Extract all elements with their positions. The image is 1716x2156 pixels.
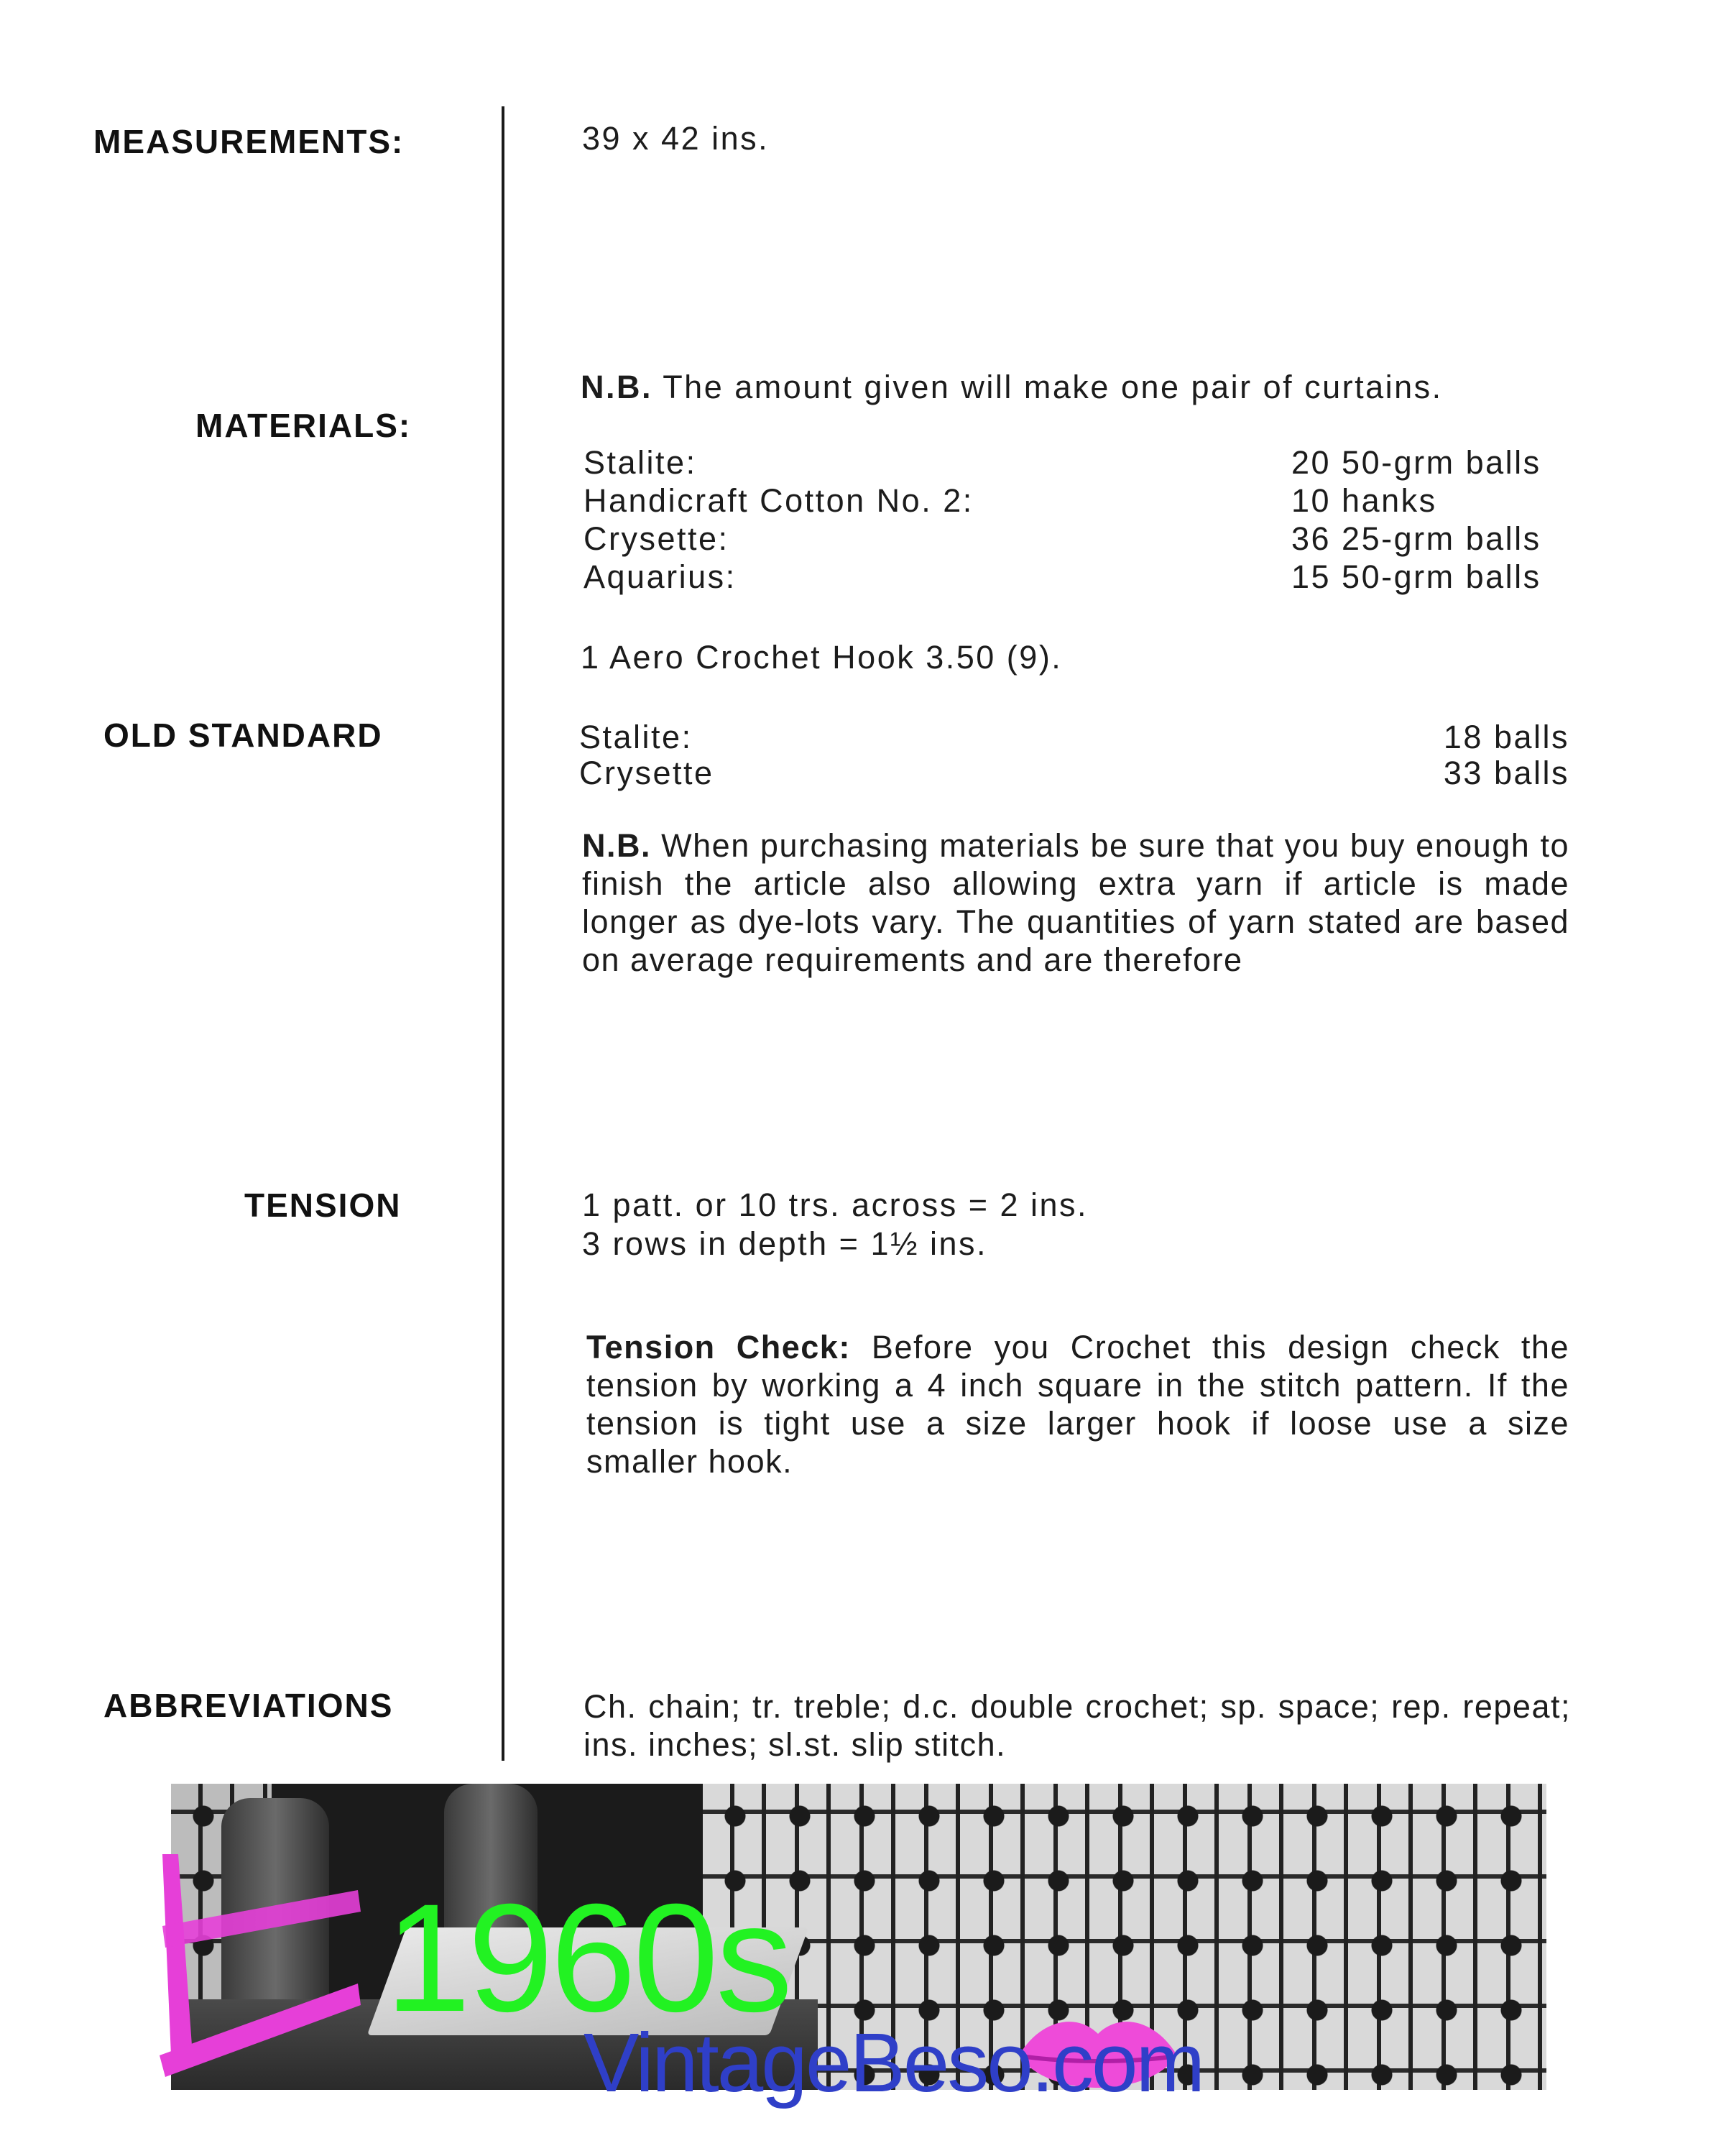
yarn-name: Stalite: bbox=[583, 444, 697, 481]
tension-check bbox=[586, 1328, 1569, 1480]
tension-line-2: 3 rows in depth = 1½ ins. bbox=[582, 1225, 988, 1262]
column-divider bbox=[502, 106, 504, 1761]
label-abbreviations: ABBREVIATIONS bbox=[103, 1687, 394, 1724]
old-standard-nb-text: When purchasing materials be sure that you buy enough to finish the article also allowing extra yarn if article is made longer as dye-lots vary. The quantities of yarn stated are based on average requirements and are therefore bbox=[582, 827, 1569, 978]
yarn-name: Crysette bbox=[579, 755, 714, 791]
yarn-qty: 15 50-grm balls bbox=[1291, 558, 1541, 595]
materials-yarn-row bbox=[583, 558, 1572, 596]
label-tension: TENSION bbox=[244, 1187, 402, 1224]
yarn-name: Handicraft Cotton No. 2: bbox=[583, 482, 974, 519]
tension-check-label: Tension Check: bbox=[586, 1329, 851, 1365]
materials-nb-label: N.B. bbox=[581, 369, 652, 405]
yarn-name: Crysette: bbox=[583, 520, 729, 557]
measurements-value: 39 x 42 ins. bbox=[582, 120, 770, 157]
tension-check-text: Before you Crochet this design check the tension by working a 4 inch square in the stitch pattern. If the tension is tight use a size larger hook if loose use a size smaller hook. bbox=[586, 1329, 1569, 1480]
yarn-qty: 36 25-grm balls bbox=[1291, 520, 1541, 557]
watermark-site: VintageBeso.com bbox=[583, 2016, 1204, 2109]
yarn-name: Aquarius: bbox=[583, 558, 737, 595]
old-standard-nb-label: N.B. bbox=[582, 827, 651, 864]
materials-yarn-row bbox=[583, 520, 1572, 558]
materials-yarn-row bbox=[583, 444, 1572, 482]
label-old-standard: OLD STANDARD bbox=[103, 717, 383, 754]
old-standard-note bbox=[582, 826, 1569, 979]
watermark-decade: 1960s bbox=[385, 1872, 790, 2044]
yarn-qty: 20 50-grm balls bbox=[1291, 444, 1541, 481]
yarn-name: Stalite: bbox=[579, 719, 693, 755]
materials-nb-text: The amount given will make one pair of curtains. bbox=[652, 369, 1443, 405]
materials-hook: 1 Aero Crochet Hook 3.50 (9). bbox=[581, 639, 1063, 676]
old-standard-yarn-row bbox=[579, 719, 1569, 757]
abbreviations-text: Ch. chain; tr. treble; d.c. double crochet; sp. space; rep. repeat; ins. inches; sl.st. slip stitch. bbox=[583, 1688, 1571, 1763]
materials-yarn-row bbox=[583, 482, 1572, 520]
yarn-qty: 10 hanks bbox=[1291, 482, 1437, 519]
label-measurements: MEASUREMENTS: bbox=[93, 123, 405, 160]
yarn-qty: 33 balls bbox=[1443, 755, 1569, 791]
tension-line-1: 1 patt. or 10 trs. across = 2 ins. bbox=[582, 1187, 1089, 1223]
vintagebeso-logo-icon bbox=[149, 1840, 365, 2084]
label-materials: MATERIALS: bbox=[195, 407, 412, 444]
old-standard-yarn-row bbox=[579, 755, 1569, 793]
yarn-qty: 18 balls bbox=[1443, 719, 1569, 755]
materials-note bbox=[581, 368, 1443, 406]
